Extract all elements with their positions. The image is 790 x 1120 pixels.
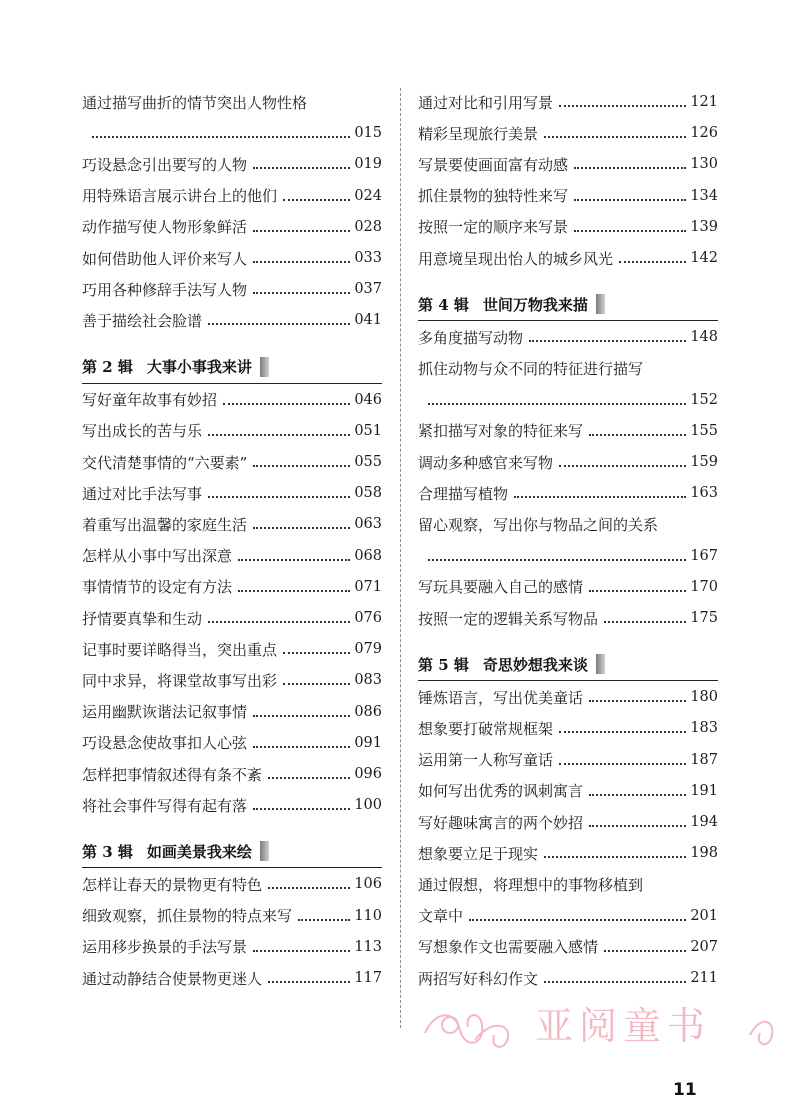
dot-leader xyxy=(544,136,686,138)
section-rule xyxy=(418,320,718,321)
toc-entry[interactable] xyxy=(418,685,718,709)
section-title: 奇思妙想我来谈 xyxy=(482,655,588,674)
entry-title: 通过动静结合使景物更迷人 xyxy=(82,969,263,988)
dot-leader xyxy=(589,825,686,827)
toc-entry[interactable] xyxy=(418,215,718,239)
section-marker xyxy=(596,654,605,674)
toc-entry[interactable] xyxy=(418,716,718,740)
dot-leader xyxy=(283,683,350,685)
entry-page-number: 086 xyxy=(354,703,382,720)
entry-title: 两招写好科幻作文 xyxy=(418,969,539,988)
entry-title: 事情情节的设定有方法 xyxy=(82,578,233,597)
toc-entry[interactable] xyxy=(82,872,382,896)
entry-page-number: 198 xyxy=(690,845,718,862)
entry-page-number: 121 xyxy=(690,94,718,110)
entry-title: 写玩具要融入自己的感情 xyxy=(418,578,584,597)
dot-leader xyxy=(223,403,350,405)
entry-title: 文章中 xyxy=(418,907,464,926)
toc-entry[interactable] xyxy=(418,512,718,536)
entry-title: 运用第一人称写童话 xyxy=(418,751,554,770)
entry-page-number: 187 xyxy=(690,751,718,768)
section-number: 第 5 辑 xyxy=(418,655,469,674)
entry-title: 善于描绘社会脸谱 xyxy=(82,311,203,330)
dot-leader xyxy=(253,292,350,294)
dot-leader xyxy=(253,261,350,263)
entry-title: 想象要立足于现实 xyxy=(418,844,539,863)
entry-title: 运用移步换景的手法写景 xyxy=(82,938,248,957)
toc-entry[interactable] xyxy=(82,419,382,443)
entry-title: 用特殊语言展示讲台上的他们 xyxy=(82,187,278,206)
toc-entry[interactable] xyxy=(82,668,382,692)
dot-leader xyxy=(604,621,686,623)
entry-page-number: 211 xyxy=(690,970,718,986)
toc-entry[interactable] xyxy=(418,904,718,928)
entry-page-number: 194 xyxy=(690,814,718,830)
entry-page-number: 068 xyxy=(354,547,382,564)
dot-leader xyxy=(544,856,686,858)
toc-entry[interactable] xyxy=(418,121,718,145)
section-marker xyxy=(260,841,269,861)
entry-page-number: 079 xyxy=(354,641,382,658)
column-divider xyxy=(400,88,401,1028)
entry-title: 写想象作文也需要融入感情 xyxy=(418,938,599,957)
toc-entry[interactable] xyxy=(418,325,718,349)
entry-title: 抓住动物与众不同的特征进行描写 xyxy=(418,359,644,378)
entry-title: 细致观察，抓住景物的特点来写 xyxy=(82,907,293,926)
toc-entry[interactable] xyxy=(418,810,718,834)
dot-leader xyxy=(253,746,350,748)
entry-title: 巧设悬念引出要写的人物 xyxy=(82,155,248,174)
section-marker xyxy=(260,357,269,377)
entry-page-number: 100 xyxy=(354,797,382,814)
dot-leader xyxy=(428,559,686,561)
toc-entry[interactable] xyxy=(82,966,382,990)
entry-page-number: 076 xyxy=(354,610,382,626)
toc-entry[interactable] xyxy=(82,184,382,208)
dot-leader xyxy=(574,167,686,169)
entry-title: 通过描写曲折的情节突出人物性格 xyxy=(82,93,308,112)
entry-page-number: 134 xyxy=(690,187,718,204)
entry-title: 写好趣味寓言的两个妙招 xyxy=(418,813,584,832)
dot-leader xyxy=(428,403,686,405)
entry-page-number: 110 xyxy=(354,907,382,924)
dot-leader xyxy=(253,715,350,717)
entry-title: 如何写出优秀的讽刺寓言 xyxy=(418,782,584,801)
watermark-text: 亚阅童书 xyxy=(535,1004,712,1048)
dot-leader xyxy=(268,887,350,889)
entry-title: 通过对比和引用写景 xyxy=(418,93,554,112)
dot-leader xyxy=(529,340,686,342)
entry-page-number: 183 xyxy=(690,720,718,737)
dot-leader xyxy=(559,105,686,107)
dot-leader xyxy=(238,590,350,592)
section-title: 世间万物我来描 xyxy=(482,295,588,314)
toc-entry[interactable] xyxy=(82,762,382,786)
toc-entry[interactable] xyxy=(82,308,382,332)
entry-page-number: 170 xyxy=(690,578,718,595)
dot-leader xyxy=(208,621,350,623)
toc-entry[interactable] xyxy=(418,388,718,412)
toc-entry[interactable] xyxy=(418,841,718,865)
entry-title: 写好童年故事有妙招 xyxy=(82,391,218,410)
section-heading xyxy=(418,291,605,317)
dot-leader xyxy=(253,808,350,810)
toc-entry[interactable] xyxy=(82,512,382,536)
toc-entry[interactable] xyxy=(82,544,382,568)
entry-title: 写景要使画面富有动感 xyxy=(418,155,569,174)
entry-page-number: 201 xyxy=(690,907,718,924)
toc-entry[interactable] xyxy=(418,966,718,990)
entry-page-number: 148 xyxy=(690,329,718,346)
entry-title: 着重写出温馨的家庭生活 xyxy=(82,515,248,534)
entry-page-number: 207 xyxy=(690,938,718,955)
entry-page-number: 063 xyxy=(354,516,382,533)
entry-page-number: 024 xyxy=(354,187,382,204)
toc-entry[interactable] xyxy=(418,872,718,896)
entry-title: 动作描写使人物形象鲜活 xyxy=(82,218,248,237)
dot-leader xyxy=(253,527,350,529)
section-title: 如画美景我来绘 xyxy=(146,842,252,861)
section-marker xyxy=(596,294,605,314)
entry-page-number: 051 xyxy=(354,422,382,439)
entry-title: 按照一定的顺序来写景 xyxy=(418,218,569,237)
entry-title: 抓住景物的独特性来写 xyxy=(418,187,569,206)
entry-page-number: 015 xyxy=(354,125,382,142)
entry-page-number: 155 xyxy=(690,422,718,439)
entry-title: 通过对比手法写事 xyxy=(82,484,203,503)
section-heading xyxy=(82,838,269,864)
entry-title: 用意境呈现出怡人的城乡风光 xyxy=(418,249,614,268)
entry-page-number: 071 xyxy=(354,578,382,595)
toc-entry[interactable] xyxy=(418,606,718,630)
entry-page-number: 106 xyxy=(354,876,382,893)
dot-leader xyxy=(589,434,686,436)
dot-leader xyxy=(514,496,686,498)
entry-title: 交代清楚事情的“六要素” xyxy=(82,453,248,472)
entry-page-number: 041 xyxy=(354,312,382,329)
toc-entry[interactable] xyxy=(418,246,718,270)
entry-page-number: 191 xyxy=(690,782,718,799)
toc-entry[interactable] xyxy=(82,731,382,755)
entry-title: 怎样从小事中写出深意 xyxy=(82,547,233,566)
entry-title: 同中求异，将课堂故事写出彩 xyxy=(82,671,278,690)
entry-title: 精彩呈现旅行美景 xyxy=(418,124,539,143)
entry-title: 怎样让春天的景物更有特色 xyxy=(82,875,263,894)
dot-leader xyxy=(574,230,686,232)
dot-leader xyxy=(92,136,350,138)
entry-page-number: 130 xyxy=(690,156,718,173)
section-title: 大事小事我来讲 xyxy=(146,358,252,377)
dot-leader xyxy=(268,981,350,983)
entry-page-number: 180 xyxy=(690,689,718,706)
dot-leader xyxy=(298,919,350,921)
entry-title: 将社会事件写得有起有落 xyxy=(82,796,248,815)
entry-title: 巧用各种修辞手法写人物 xyxy=(82,280,248,299)
toc-entry[interactable] xyxy=(82,935,382,959)
page-number: 11 xyxy=(673,1080,697,1100)
entry-page-number: 033 xyxy=(354,250,382,266)
toc-entry[interactable] xyxy=(82,90,382,114)
entry-page-number: 159 xyxy=(690,454,718,470)
entry-title: 紧扣描写对象的特征来写 xyxy=(418,422,584,441)
entry-title: 通过假想，将理想中的事物移植到 xyxy=(418,875,644,894)
entry-page-number: 175 xyxy=(690,610,718,626)
toc-entry[interactable] xyxy=(82,793,382,817)
dot-leader xyxy=(559,731,686,733)
toc-entry[interactable] xyxy=(418,184,718,208)
toc-entry[interactable] xyxy=(82,246,382,270)
toc-entry[interactable] xyxy=(418,450,718,474)
toc-entry[interactable] xyxy=(418,544,718,568)
entry-title: 合理描写植物 xyxy=(418,484,509,503)
entry-page-number: 167 xyxy=(690,547,718,564)
entry-page-number: 096 xyxy=(354,766,382,782)
entry-page-number: 058 xyxy=(354,485,382,502)
dot-leader xyxy=(238,559,350,561)
toc-entry[interactable] xyxy=(82,904,382,928)
dot-leader xyxy=(589,794,686,796)
toc-entry[interactable] xyxy=(82,215,382,239)
dot-leader xyxy=(253,950,350,952)
dot-leader xyxy=(253,230,350,232)
dot-leader xyxy=(283,199,350,201)
entry-page-number: 152 xyxy=(690,391,718,408)
entry-title: 抒情要真挚和生动 xyxy=(82,609,203,628)
toc-entry[interactable] xyxy=(82,481,382,505)
entry-page-number: 091 xyxy=(354,734,382,751)
toc-entry[interactable] xyxy=(82,700,382,724)
entry-title: 按照一定的逻辑关系写物品 xyxy=(418,609,599,628)
dot-leader xyxy=(253,167,350,169)
dot-leader xyxy=(208,496,350,498)
toc-entry[interactable] xyxy=(418,748,718,772)
entry-title: 多角度描写动物 xyxy=(418,328,524,347)
toc-entry[interactable] xyxy=(82,637,382,661)
watermark-seal xyxy=(420,995,780,1055)
toc-entry[interactable] xyxy=(82,450,382,474)
dot-leader xyxy=(469,919,686,921)
toc-entry[interactable] xyxy=(82,121,382,145)
toc-entry[interactable] xyxy=(82,152,382,176)
entry-page-number: 139 xyxy=(690,218,718,235)
toc-entry[interactable] xyxy=(82,277,382,301)
entry-page-number: 046 xyxy=(354,391,382,408)
dot-leader xyxy=(589,700,686,702)
dot-leader xyxy=(253,465,350,467)
dot-leader xyxy=(604,950,686,952)
section-heading xyxy=(418,651,605,677)
dot-leader xyxy=(208,434,350,436)
toc-entry[interactable] xyxy=(418,481,718,505)
entry-title: 运用幽默诙谐法记叙事情 xyxy=(82,703,248,722)
entry-page-number: 117 xyxy=(354,970,382,986)
dot-leader xyxy=(619,261,686,263)
entry-title: 调动多种感官来写物 xyxy=(418,453,554,472)
toc-entry[interactable] xyxy=(418,152,718,176)
section-number: 第 2 辑 xyxy=(82,358,133,377)
entry-page-number: 019 xyxy=(354,156,382,173)
toc-entry[interactable] xyxy=(418,575,718,599)
entry-title: 留心观察，写出你与物品之间的关系 xyxy=(418,515,659,534)
section-rule xyxy=(82,383,382,384)
dot-leader xyxy=(559,465,686,467)
dot-leader xyxy=(589,590,686,592)
entry-page-number: 083 xyxy=(354,672,382,689)
entry-title: 怎样把事情叙述得有条不紊 xyxy=(82,765,263,784)
toc-entry[interactable] xyxy=(82,575,382,599)
toc-entry[interactable] xyxy=(418,935,718,959)
entry-page-number: 028 xyxy=(354,218,382,235)
entry-title: 锤炼语言，写出优美童话 xyxy=(418,688,584,707)
entry-page-number: 163 xyxy=(690,485,718,502)
section-rule xyxy=(82,867,382,868)
section-rule xyxy=(418,680,718,681)
dot-leader xyxy=(208,323,350,325)
entry-page-number: 126 xyxy=(690,125,718,142)
dot-leader xyxy=(283,652,350,654)
toc-entry[interactable] xyxy=(418,90,718,114)
entry-title: 如何借助他人评价来写人 xyxy=(82,249,248,268)
dot-leader xyxy=(544,981,686,983)
dot-leader xyxy=(574,199,686,201)
toc-entry[interactable] xyxy=(82,606,382,630)
section-heading xyxy=(82,354,269,380)
toc-entry[interactable] xyxy=(418,779,718,803)
toc-entry[interactable] xyxy=(418,356,718,380)
entry-title: 想象要打破常规框架 xyxy=(418,719,554,738)
entry-page-number: 055 xyxy=(354,454,382,470)
dot-leader xyxy=(268,777,350,779)
toc-entry[interactable] xyxy=(418,419,718,443)
section-number: 第 4 辑 xyxy=(418,295,469,314)
entry-page-number: 142 xyxy=(690,250,718,266)
entry-title: 写出成长的苦与乐 xyxy=(82,422,203,441)
section-number: 第 3 辑 xyxy=(82,842,133,861)
dot-leader xyxy=(559,763,686,765)
entry-page-number: 113 xyxy=(354,938,382,955)
toc-entry[interactable] xyxy=(82,388,382,412)
entry-title: 巧设悬念使故事扣人心弦 xyxy=(82,734,248,753)
entry-title: 记事时要详略得当，突出重点 xyxy=(82,640,278,659)
entry-page-number: 037 xyxy=(354,281,382,298)
